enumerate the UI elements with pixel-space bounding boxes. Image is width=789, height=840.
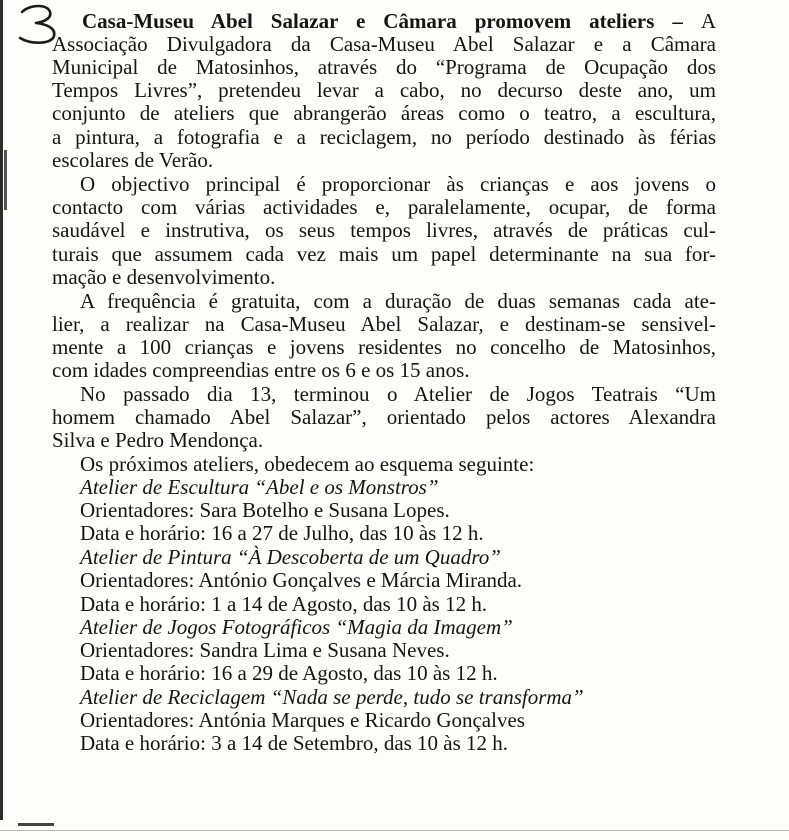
headline-title: Casa-Museu Abel Salazar e Câmara promovem ateliers bbox=[82, 9, 655, 33]
atelier-instructors: Orientadores: Sara Botelho e Susana Lopes. bbox=[80, 498, 450, 522]
atelier-title: Atelier de Pintura “À Descoberta de um Quadro” bbox=[80, 545, 501, 569]
paragraph-line: a pintura, a fotografia e a reciclagem, no período destinado às férias bbox=[52, 125, 716, 149]
paragraph-line: Os próximos ateliers, obedecem ao esquema seguinte: bbox=[80, 452, 535, 476]
paragraph-line: homem chamado Abel Salazar”, orientado pelos actores Alexandra bbox=[52, 405, 716, 429]
atelier-schedule: Data e horário: 16 a 29 de Agosto, das 10 às 12 h. bbox=[80, 661, 498, 685]
bottom-edge-mark bbox=[18, 823, 54, 826]
atelier-schedule: Data e horário: 3 a 14 de Setembro, das 10 às 12 h. bbox=[80, 731, 509, 755]
bottom-rule bbox=[0, 830, 789, 831]
atelier-schedule: Data e horário: 1 a 14 de Agosto, das 10 às 12 h. bbox=[80, 592, 488, 616]
atelier-title: Atelier de Reciclagem “Nada se perde, tudo se transforma” bbox=[80, 685, 584, 709]
paragraph-line: escolares de Verão. bbox=[52, 148, 214, 172]
headline-dash: – bbox=[672, 9, 683, 33]
paragraph-line: A frequência é gratuita, com a duração de duas semanas cada ate- bbox=[80, 289, 716, 313]
paragraph-line: lier, a realizar na Casa-Museu Abel Salazar, e destinam-se sensivel- bbox=[52, 312, 716, 336]
paragraph-line: O objectivo principal é proporcionar às crianças e aos jovens o bbox=[80, 172, 716, 196]
paragraph-line: conjunto de ateliers que abrangerão áreas como o teatro, a escultura, bbox=[52, 101, 716, 125]
paragraph-line: turais que assumem cada vez mais um papel determinante na sua for- bbox=[52, 242, 716, 266]
left-edge-mark bbox=[4, 150, 7, 210]
atelier-instructors: Orientadores: Sandra Lima e Susana Neves. bbox=[80, 638, 450, 662]
atelier-instructors: Orientadores: António Gonçalves e Márcia Miranda. bbox=[80, 568, 523, 592]
article-headline bbox=[82, 10, 716, 33]
paragraph-line: com idades compreendias entre os 6 e os 15 anos. bbox=[52, 358, 470, 382]
paragraph-line: mação e desenvolvimento. bbox=[52, 265, 276, 289]
atelier-instructors: Orientadores: Antónia Marques e Ricardo Gonçalves bbox=[80, 708, 525, 732]
paragraph-line: Tempos Livres”, pretendeu levar a cabo, no decurso deste ano, um bbox=[52, 78, 716, 102]
atelier-title: Atelier de Escultura “Abel e os Monstros” bbox=[80, 475, 439, 499]
paragraph-line: contacto com várias actividades e, paralelamente, ocupar, de forma bbox=[52, 195, 716, 219]
paragraph-line: Associação Divulgadora da Casa-Museu Abel Salazar e a Câmara bbox=[52, 32, 716, 56]
paragraph-line: No passado dia 13, terminou o Atelier de Jogos Teatrais “Um bbox=[80, 382, 716, 406]
paragraph-line: Municipal de Matosinhos, através do “Programa de Ocupação dos bbox=[52, 55, 716, 79]
atelier-title: Atelier de Jogos Fotográficos “Magia da Imagem” bbox=[80, 615, 513, 639]
paragraph-line: mente a 100 crianças e jovens residentes no concelho de Matosinhos, bbox=[52, 335, 716, 359]
paragraph-line: saudável e instrutiva, os seus tempos livres, através de práticas cul- bbox=[52, 218, 716, 242]
left-column-rule bbox=[0, 0, 3, 820]
atelier-schedule: Data e horário: 16 a 27 de Julho, das 10 às 12 h. bbox=[80, 521, 484, 545]
paragraph-line: Silva e Pedro Mendonça. bbox=[52, 428, 264, 452]
headline-first-word: A bbox=[700, 9, 717, 33]
